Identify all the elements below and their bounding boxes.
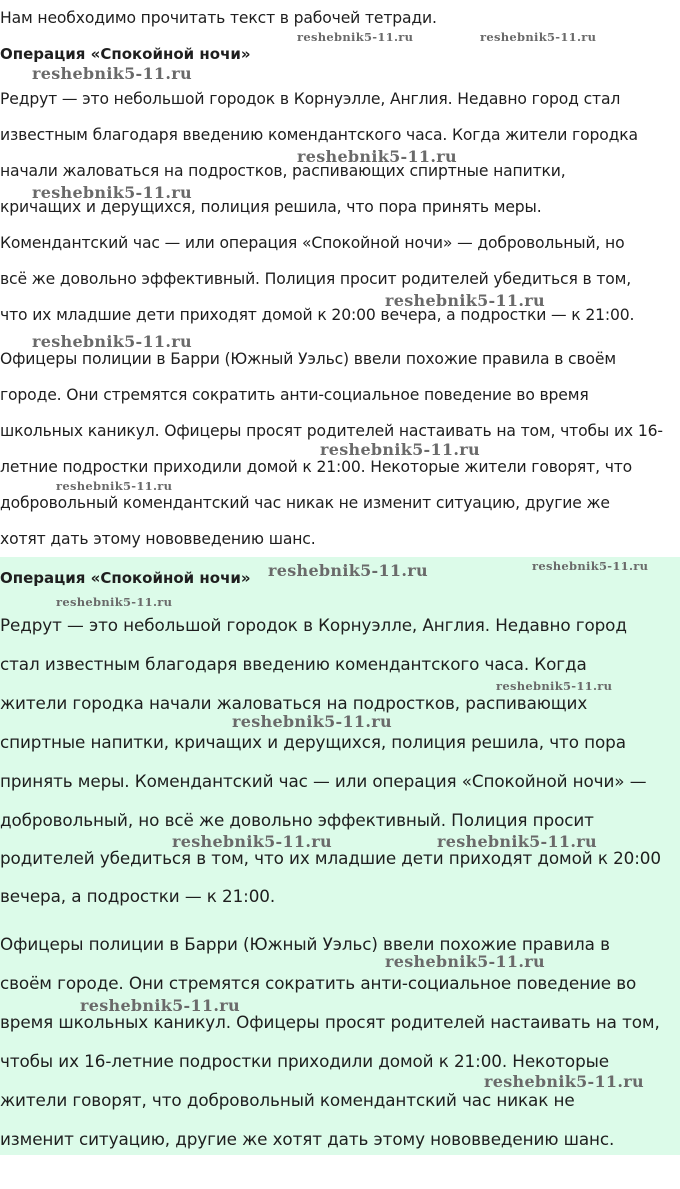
paragraph-line: вечера, а подростки — к 21:00. — [0, 886, 276, 906]
paragraph-line: летние подростки приходили домой к 21:00. Некоторые жители говорят, что — [0, 458, 633, 476]
section-title: Операция «Спокойной ночи» — [0, 569, 251, 587]
text-block-plain — [0, 0, 680, 557]
text-block-highlighted — [0, 557, 680, 1155]
paragraph-line: принять меры. Комендантский час — или операция «Спокойной ночи» — — [0, 771, 647, 791]
paragraph-line: хотят дать этому нововведению шанс. — [0, 530, 316, 548]
paragraph-line: спиртные напитки, кричащих и дерущихся, полиция решила, что пора — [0, 732, 626, 752]
paragraph-line: что их младшие дети приходят домой к 20:00 вечера, а подростки — к 21:00. — [0, 306, 635, 324]
watermark: reshebnik5-11.ru — [297, 30, 414, 44]
watermark: reshebnik5-11.ru — [437, 832, 597, 851]
paragraph-line: изменит ситуацию, другие же хотят дать этому нововведению шанс. — [0, 1129, 615, 1149]
watermark: reshebnik5-11.ru — [532, 559, 649, 573]
watermark: reshebnik5-11.ru — [32, 183, 192, 202]
paragraph-line: чтобы их 16-летние подростки приходили домой к 21:00. Некоторые — [0, 1051, 610, 1071]
watermark: reshebnik5-11.ru — [385, 952, 545, 971]
watermark: reshebnik5-11.ru — [32, 332, 192, 351]
paragraph-line: Редрут — это небольшой городок в Корнуэлле, Англия. Недавно город стал — [0, 90, 621, 108]
paragraph-line: городе. Они стремятся сократить анти-социальное поведение во время — [0, 386, 589, 404]
watermark: reshebnik5-11.ru — [496, 679, 613, 693]
paragraph-line: родителей убедиться в том, что их младшие дети приходят домой к 20:00 — [0, 848, 661, 868]
watermark: reshebnik5-11.ru — [56, 595, 173, 609]
watermark: reshebnik5-11.ru — [268, 561, 428, 580]
watermark: reshebnik5-11.ru — [484, 1072, 644, 1091]
paragraph-line: время школьных каникул. Офицеры просят родителей настаивать на том, — [0, 1012, 660, 1032]
paragraph-line: Офицеры полиции в Барри (Южный Уэльс) ввели похожие правила в своём — [0, 350, 616, 368]
watermark: reshebnik5-11.ru — [320, 440, 480, 459]
paragraph-line: начали жаловаться на подростков, распивающих спиртные напитки, — [0, 162, 566, 180]
watermark: reshebnik5-11.ru — [172, 832, 332, 851]
paragraph-line: добровольный, но всё же довольно эффективный. Полиция просит — [0, 810, 594, 830]
paragraph-line: кричащих и дерущихся, полиция решила, что пора принять меры. — [0, 198, 542, 216]
section-title: Операция «Спокойной ночи» — [0, 45, 251, 63]
watermark: reshebnik5-11.ru — [80, 996, 240, 1015]
paragraph-line: известным благодаря введению комендантского часа. Когда жители городка — [0, 126, 638, 144]
watermark: reshebnik5-11.ru — [56, 479, 173, 493]
watermark: reshebnik5-11.ru — [232, 712, 392, 731]
paragraph-line: стал известным благодаря введению комендантского часа. Когда — [0, 654, 587, 674]
paragraph-line: жители городка начали жаловаться на подростков, распивающих — [0, 693, 588, 713]
paragraph-line: школьных каникул. Офицеры просят родителей настаивать на том, чтобы их 16- — [0, 422, 663, 440]
paragraph-line: Комендантский час — или операция «Спокойной ночи» — добровольный, но — [0, 234, 625, 252]
paragraph-line: жители говорят, что добровольный комендантский час никак не — [0, 1090, 575, 1110]
paragraph-line: своём городе. Они стремятся сократить анти-социальное поведение во — [0, 973, 637, 993]
paragraph-line: добровольный комендантский час никак не изменит ситуацию, другие же — [0, 494, 610, 512]
paragraph-line: Редрут — это небольшой городок в Корнуэлле, Англия. Недавно город — [0, 615, 627, 635]
watermark: reshebnik5-11.ru — [385, 291, 545, 310]
paragraph-line: Офицеры полиции в Барри (Южный Уэльс) ввели похожие правила в — [0, 934, 610, 954]
watermark: reshebnik5-11.ru — [297, 147, 457, 166]
intro-text: Нам необходимо прочитать текст в рабочей тетради. — [0, 9, 437, 27]
watermark: reshebnik5-11.ru — [480, 30, 597, 44]
watermark: reshebnik5-11.ru — [32, 64, 192, 83]
paragraph-line: всё же довольно эффективный. Полиция просит родителей убедиться в том, — [0, 270, 632, 288]
